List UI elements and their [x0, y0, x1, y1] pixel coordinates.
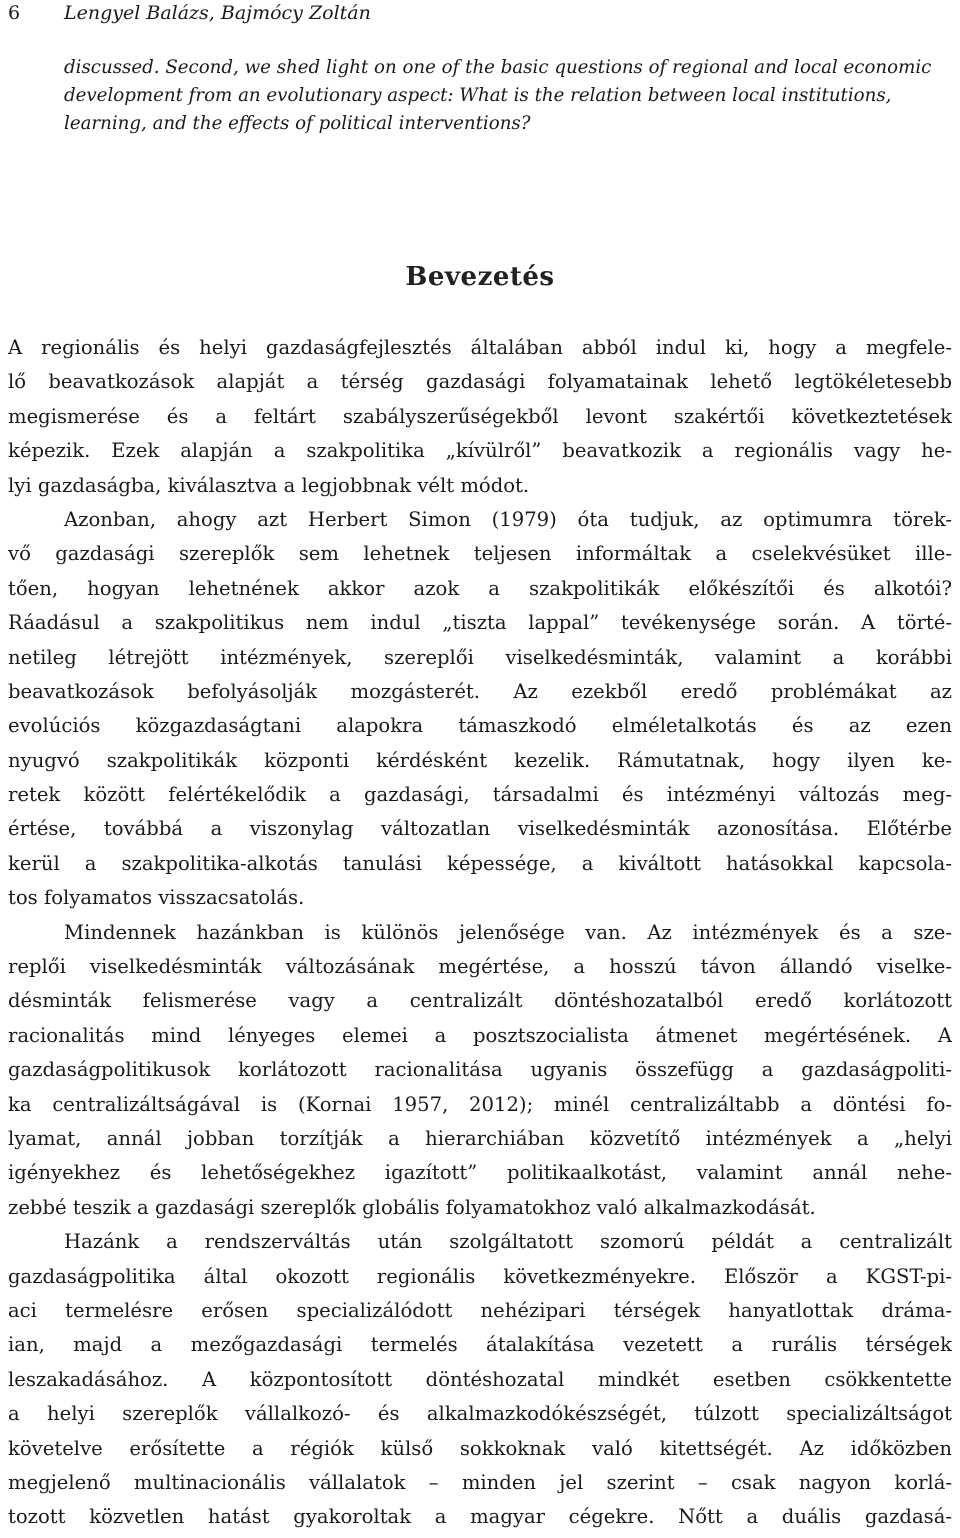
page-number: 6: [8, 2, 21, 24]
body-line: Azonban, ahogy azt Herbert Simon (1979) óta tudjuk, az optimumra törek-: [64, 507, 952, 531]
body-line: retek között felértékelődik a gazdasági, társadalmi és intézményi változás meg-: [8, 783, 952, 807]
body-line: igényekhez és lehetőségekhez igazított” politikaalkotást, valamint annál nehe-: [8, 1161, 952, 1185]
body-line: tozott közvetlen hatást gyakoroltak a magyar cégekre. Nőtt a duális gazdasá-: [8, 1505, 952, 1529]
body-line: leszakadásához. A központosított döntéshozatal mindkét esetben csökkentette: [8, 1367, 952, 1391]
body-line: gazdaságpolitikusok korlátozott racionalitása ugyanis összefügg a gazdaságpoliti-: [8, 1058, 952, 1082]
body-line: követelve erősítette a régiók külső sokkoknak való kitettségét. Az időközben: [8, 1436, 952, 1460]
running-head-authors: Lengyel Balázs, Bajmócy Zoltán: [64, 2, 371, 24]
body-line: tos folyamatos visszacsatolás.: [8, 886, 305, 910]
body-line: A regionális és helyi gazdaságfejlesztés általában abból indul ki, hogy a megfele-: [8, 336, 952, 359]
english-abstract: [64, 54, 952, 138]
body-line: lyi gazdaságba, kiválasztva a legjobbnak vélt módot.: [8, 473, 530, 497]
body-line: désminták felismerése vagy a centralizált döntéshozatalból eredő korlátozott: [8, 989, 952, 1013]
body-line: tően, hogyan lehetnének akkor azok a szakpolitikák előkészítői és alkotói?: [8, 576, 952, 600]
section-heading: Bevezetés: [405, 262, 555, 292]
body-line: megismerése és a feltárt szabályszerűségekből levont szakértői következtetések: [8, 404, 952, 428]
body-line: képezik. Ezek alapján a szakpolitika „kívülről” beavatkozik a regionális vagy he-: [8, 439, 952, 463]
body-line: Hazánk a rendszerváltás után szolgáltatott szomorú példát a centralizált: [64, 1230, 952, 1254]
body-line: értése, továbbá a viszonylag változatlan viselkedésminták azonosítása. Előtérbe: [8, 817, 952, 841]
body-text: [8, 331, 952, 1535]
body-line: kerül a szakpolitika-alkotás tanulási képessége, a kiváltott hatásokkal kapcsola-: [8, 851, 952, 875]
body-line: lő beavatkozások alapját a térség gazdasági folyamatainak lehető legtökéletesebb: [8, 370, 952, 394]
body-line: replői viselkedésminták változásának megértése, a hosszú távon állandó viselke-: [8, 955, 952, 979]
running-head: [8, 0, 952, 26]
body-line: a helyi szereplők vállalkozó- és alkalmazkodókészségét, túlzott specializáltságot: [8, 1402, 952, 1426]
body-line: ka centralizáltságával is (Kornai 1957, 2012); minél centralizáltabb a döntési fo-: [8, 1092, 952, 1116]
body-line: gazdaságpolitika által okozott regionális következményekre. Először a KGST-pi-: [8, 1264, 952, 1288]
body-line: Mindennek hazánkban is különös jelenősége van. Az intézmények és a sze-: [64, 920, 952, 944]
body-line: Ráadásul a szakpolitikus nem indul „tiszta lappal” tevékenysége során. A törté-: [8, 611, 952, 635]
body-line: beavatkozások befolyásolják mozgásterét. Az ezekből eredő problémákat az: [8, 679, 952, 703]
body-line: ian, majd a mezőgazdasági termelés átalakítása vezetett a rurális térségek: [8, 1333, 952, 1357]
body-line: racionalitás mind lényeges elemei a posztszocialista átmenet megértésének. A: [8, 1023, 952, 1047]
abstract-line: learning, and the effects of political interventions?: [64, 113, 531, 134]
body-line: megjelenő multinacionális vállalatok – minden jel szerint – csak nagyon korlá-: [8, 1470, 952, 1494]
body-line: zebbé teszik a gazdasági szereplők globális folyamatokhoz való alkalmazkodását.: [8, 1195, 816, 1219]
body-line: nyugvó szakpolitikák központi kérdésként kezelik. Rámutatnak, hogy ilyen ke-: [8, 748, 952, 772]
abstract-line: discussed. Second, we shed light on one of the basic questions of regional and local economic: [64, 57, 932, 78]
body-line: netileg létrejött intézmények, szereplői viselkedésminták, valamint a korábbi: [8, 645, 952, 669]
body-line: vő gazdasági szereplők sem lehetnek teljesen informáltak a cselekvésüket ille-: [8, 542, 952, 566]
abstract-line: development from an evolutionary aspect: What is the relation between local institutions,: [64, 85, 892, 106]
body-line: evolúciós közgazdaságtani alapokra támaszkodó elméletalkotás és az ezen: [8, 714, 952, 738]
body-line: aci termelésre erősen specializálódott nehézipari térségek hanyatlottak drámа-: [8, 1298, 952, 1322]
body-line: lyamat, annál jobban torzítják a hierarchiában közvetítő intézmények a „helyi: [8, 1126, 952, 1150]
